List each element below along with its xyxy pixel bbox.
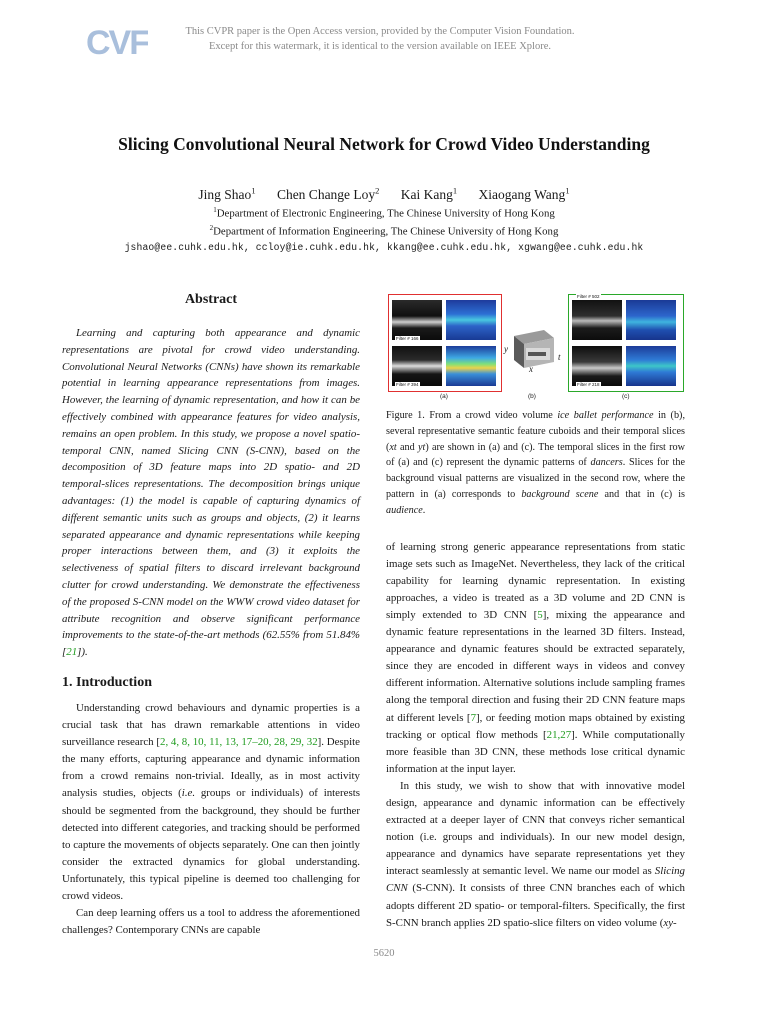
math-symbol: xt — [389, 441, 397, 453]
math-symbol: yt — [417, 441, 426, 453]
text-run: and — [396, 441, 418, 453]
axis-label-t: t — [558, 352, 561, 362]
page-number: 5620 — [373, 948, 395, 959]
author-name: Xiaogang Wang — [478, 186, 566, 202]
paper-title: Slicing Convolutional Neural Network for Crowd Video Understanding — [118, 134, 650, 154]
feature-map-image — [626, 300, 676, 340]
feature-slice-image — [392, 346, 442, 386]
citation-link[interactable]: 5 — [537, 608, 543, 621]
author-affiliation-mark: 1 — [251, 185, 256, 195]
author — [277, 187, 379, 202]
subfigure-label: (c) — [622, 393, 630, 400]
subfigure-label: (b) — [528, 393, 536, 400]
feature-slice-image — [392, 300, 442, 340]
text-run: ]. While computationally more feasible than 3D CNN, these methods lose critical dynamic information at the input layer. — [386, 728, 685, 775]
filter-label: Filter # 218 — [577, 382, 600, 387]
feature-map-image — [626, 346, 676, 386]
open-access-watermark — [150, 24, 610, 54]
text-run: ], mixing the appearance and dynamic feature representations in the learned 3D filters. Instead, appearance and dynamic features should be extracted separately, since they are encoded in different ways in videos and convey different information. Alternative solutions include sampling frames along the temporal direction and fusing their 2D CNN feature maps at different levels [ — [386, 608, 686, 724]
text-run: Figure 1. From a crowd video volume — [386, 410, 558, 421]
axis-label-y: y — [504, 344, 508, 354]
text-run: and that in (c) is — [598, 488, 686, 500]
affiliation — [0, 206, 768, 220]
citation-links[interactable]: 2, 4, 8, 10, 11, 13, 17–20, 28, 29, 32 — [160, 736, 318, 749]
text-run: ) are shown in (a) and (c). The temporal slices in the first row of (a) and (c) represent the dynamic patterns of — [386, 441, 685, 469]
author — [401, 187, 457, 202]
author-affiliation-mark: 1 — [565, 185, 570, 195]
text-run: Understanding crowd behaviours and dynamic properties is a crucial task that has drawn remarkable attentions in video surveillance research [ — [62, 701, 360, 749]
abstract-heading: Abstract — [184, 292, 238, 307]
author-affiliation-mark: 1 — [452, 185, 458, 195]
text-run-italic: background scene — [521, 488, 599, 500]
abstract-text — [62, 325, 360, 661]
citation-link[interactable]: 21 — [66, 646, 78, 659]
math-symbol: xy — [663, 916, 674, 929]
text-run: . — [422, 504, 426, 516]
text-run-italic: ice ballet performance — [557, 410, 654, 421]
affiliation-text: Department of Information Engineering, The Chinese University of Hong Kong — [213, 225, 559, 238]
left-column — [62, 292, 360, 939]
right-column — [386, 292, 685, 932]
author — [479, 187, 570, 202]
video-volume-cube — [508, 326, 558, 370]
text-run: - — [673, 916, 677, 929]
filter-label: Filter # 166 — [396, 336, 419, 341]
text-run: (S-CNN). It consists of three CNN branches each of which adopts different 2D spatio- or temporal-filters. Specifically, the first S-CNN branch applies 2D spatio-slice filters on video volume ( — [386, 882, 685, 929]
filter-label: Filter # 502 — [577, 294, 600, 299]
subfigure-label: (a) — [440, 393, 448, 400]
intro-paragraph: Can deep learning offers us a tool to address the aforementioned challenges? Contemporary CNNs are capable — [62, 907, 360, 937]
text-run-italic: i.e. — [181, 787, 196, 800]
section-heading-introduction: 1. Introduction — [62, 674, 152, 690]
text-run: ]. Despite the many efforts, capturing appearance and dynamic information from a crowd remains non-trivial. Ideally, as in most activity analysis studies, objects ( — [62, 736, 360, 800]
text-run: In this study, we wish to show that with innovative model design, appearance and dynamic information can be effectively extracted at a deeper layer of CNN that conveys richer semantical notion (i.e. groups and individuals). In our new model design, appearance and dynamics have separate representations yet they interact seamlessly at semantic level. We name our model as — [386, 779, 685, 878]
feature-slice-image — [572, 300, 622, 340]
abstract-body: Learning and capturing both appearance and dynamic representations are pivotal for crowd video understanding. Convolutional Neural Networks (CNNs) have shown its remarkable potential in learning appearance representations from images. However, the learning of dynamic representation, and how it can be effectively combined with appearance features for video analysis, remains an open problem. In this study, we propose a novel spatio-temporal CNN, named Slicing CNN (S-CNN), based on the decomposition of 3D feature maps into 2D spatio- and 2D temporal-slices representations. The decomposition brings unique advantages: (1) the model is capable of capturing dynamics of different semantic units such as groups and objects, (2) it learns separated appearance and dynamic representations while keeping proper interactions between them, and (3) it exploits the selectiveness of spatial filters to discard irrelevant background clutter for crowd understanding. We demonstrate the effectiveness of the proposed S-CNN model on the WWW crowd video dataset for attribute recognition and observe significant performance improvements to the state-of-the-art methods (62.55% from 51.84% [ — [62, 327, 360, 659]
text-run: of learning strong generic appearance representations from static image sets such as ImageNet. Nevertheless, they lack of the critical capability for learning dynamic representation. In existing approaches, a video is treated as a 3D volume and 2D CNN is simply extended to 3D CNN [ — [386, 540, 685, 621]
affiliation — [0, 224, 768, 238]
affiliation-mark: 2 — [209, 224, 214, 232]
body-paragraph — [386, 539, 685, 778]
text-run-italic: Slicing CNN — [386, 865, 685, 895]
author-emails: jshao@ee.cuhk.edu.hk, ccloy@ie.cuhk.edu.hk, kkang@ee.cuhk.edu.hk, xgwang@ee.cuhk.edu.hk — [124, 242, 644, 253]
watermark-line-1: This CVPR paper is the Open Access version, provided by the Computer Vision Foundation. — [185, 26, 575, 37]
filter-label: Filter # 394 — [396, 382, 419, 387]
text-run: in (b), several representative semantic feature cuboids and their temporal slices ( — [386, 410, 685, 453]
axis-label-x: x — [529, 364, 533, 374]
citation-link[interactable]: 7 — [470, 711, 477, 724]
svg-text:CVF: CVF — [86, 24, 148, 62]
text-run: ], or feeding motion maps obtained by existing tracking or optical flow methods [ — [386, 711, 686, 741]
text-run-italic: dancers — [590, 457, 623, 469]
citation-link[interactable]: 21,27 — [546, 728, 572, 741]
author — [198, 187, 255, 202]
body-paragraph — [386, 778, 685, 932]
intro-paragraph — [62, 700, 360, 905]
feature-map-image — [446, 300, 496, 340]
author-name: Jing Shao — [198, 186, 252, 202]
watermark-line-2: Except for this watermark, it is identical to the version available on IEEE Xplore. — [208, 41, 551, 52]
text-run: . Slices for the background visual patterns are visualized in the second row, where the pattern in (a) corresponds to — [386, 457, 685, 500]
text-run: groups or individuals) of interests should be segmented from the background, they should be further detected into different categories, and tracking should be performed to capture the movements of objects separately. One can then jointly consider the extracted dynamics for global understanding. Unfortunately, this typical pipeline is deemed too challenging for crowd videos. — [62, 787, 360, 902]
feature-slice-image — [572, 346, 622, 386]
cvf-logo — [84, 18, 148, 62]
affiliation-mark: 1 — [213, 206, 217, 214]
author-name: Chen Change Loy — [276, 186, 376, 202]
abstract-end: ]). — [77, 646, 88, 659]
feature-map-image — [446, 346, 496, 386]
author-list — [0, 185, 768, 203]
figure-1 — [386, 292, 685, 402]
author-name: Kai Kang — [400, 186, 453, 202]
text-run-italic: audience — [386, 504, 423, 516]
author-affiliation-mark: 2 — [375, 185, 380, 195]
affiliation-text: Department of Electronic Engineering, The Chinese University of Hong Kong — [216, 207, 555, 220]
figure-caption — [386, 408, 685, 519]
